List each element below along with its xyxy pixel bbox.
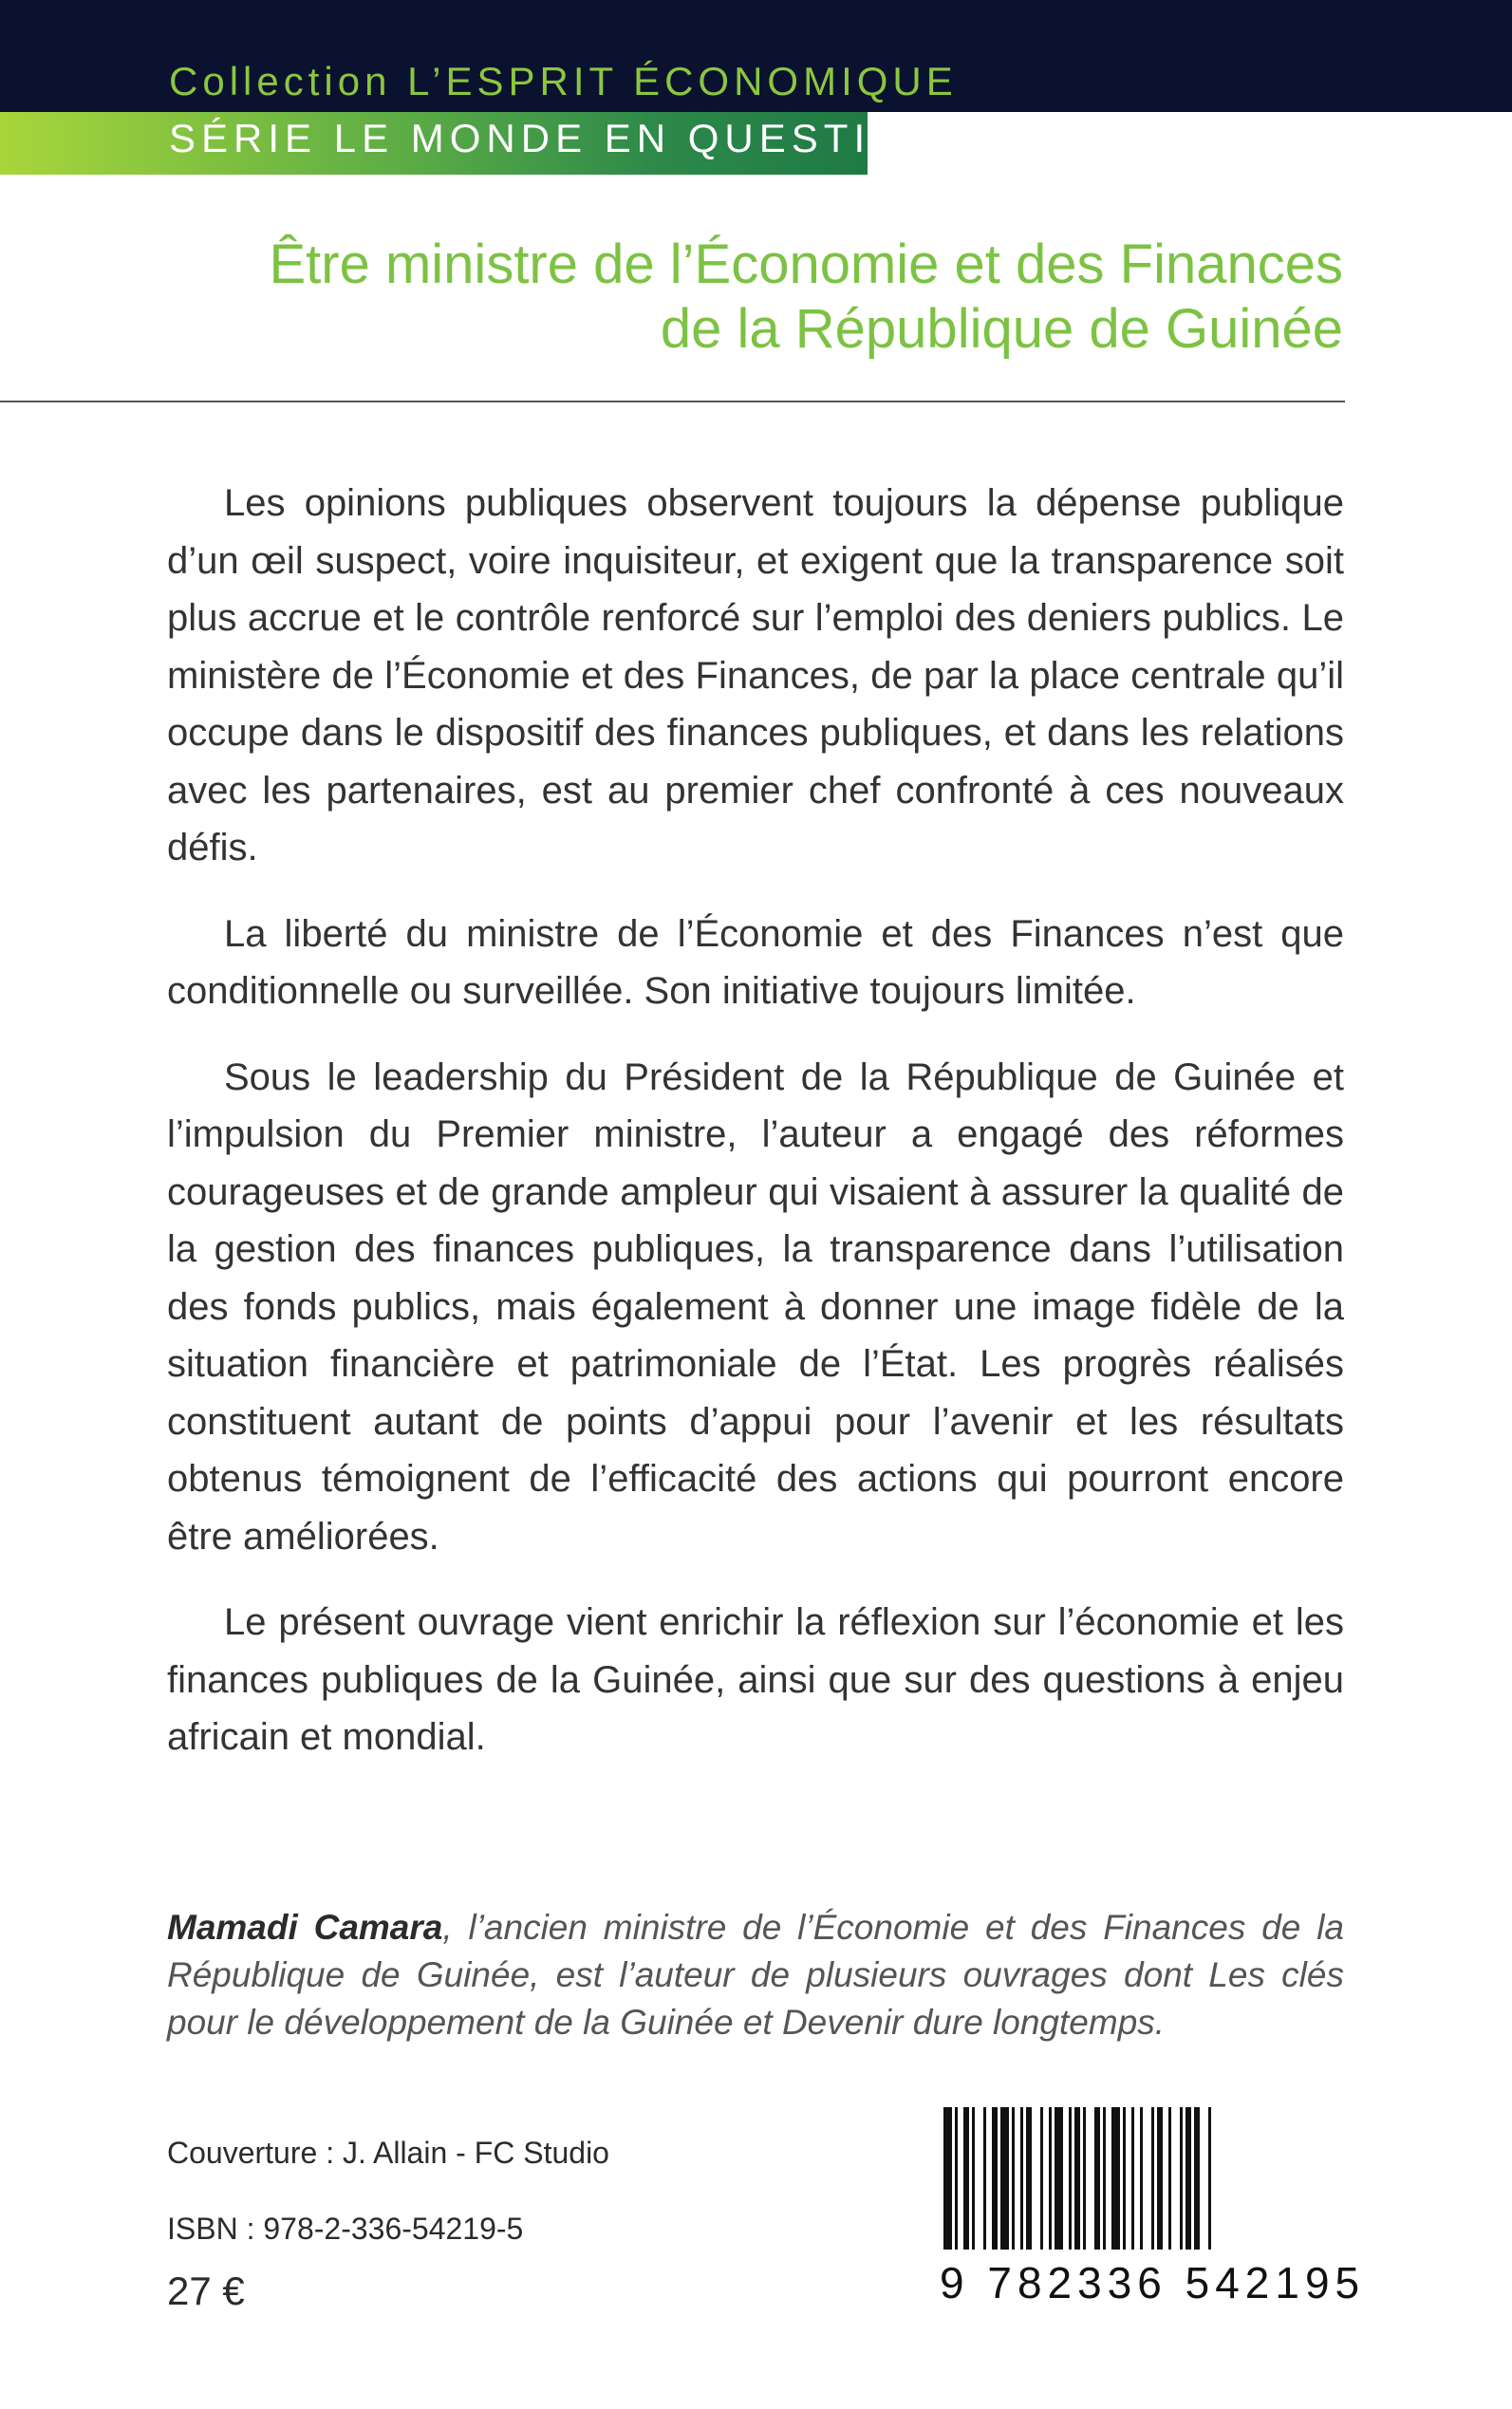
blurb-paragraph: Les opinions publiques observent toujours la dépense publique d’un œil suspect, voire inquisiteur, et exigent que la transparence soit plus accrue et le contrôle renforcé sur l’emploi des deniers publics. Le ministère de l’Économie et des Finances, de par la place centrale qu’il occupe dans le dispositif des finances publiques, et dans les relations avec les partenaires, est au premier chef confronté à ces nouveaux défis. — [167, 482, 1344, 868]
barcode-bar — [1012, 2107, 1015, 2250]
serie-label: SÉRIE LE MONDE EN QUESTION — [169, 116, 943, 160]
collection-label: Collection L’ESPRIT ÉCONOMIQUE — [169, 59, 958, 103]
barcode-bar — [972, 2107, 975, 2250]
title-divider — [0, 401, 1345, 402]
barcode-bar — [983, 2107, 986, 2250]
blurb-paragraph: Le présent ouvrage vient enrichir la réflexion sur l’économie et les finances publiques de la Guinée, ainsi que sur des questions à enjeu africain et mondial. — [167, 1601, 1344, 1758]
cover-credit: Couverture : J. Allain - FC Studio — [167, 2136, 609, 2170]
blurb-paragraph: La liberté du ministre de l’Économie et des Finances n’est que conditionnelle ou surveillée. Son initiative toujours limitée. — [167, 912, 1344, 1012]
barcode-bar — [1000, 2107, 1009, 2250]
barcode-bar — [1151, 2107, 1154, 2250]
barcode-bar — [1083, 2107, 1086, 2250]
blurb — [167, 475, 1344, 1795]
blurb-paragraph: Sous le leadership du Président de la République de Guinée et l’impulsion du Premier ministre, l’auteur a engagé des réformes courageuses et de grande ampleur qui visaient à assurer la qualité de la gestion des finances publiques, la transparence dans l’utilisation des fonds publics, mais également à donner une image fidèle de la situation financière et patrimoniale de l’État. Les progrès réalisés constituent autant de points d’appui pour l’avenir et les résultats obtenus témoignent de l’efficacité des actions qui pourront encore être améliorées. — [167, 1055, 1344, 1558]
barcode-bar — [1185, 2107, 1191, 2250]
barcode-bar — [1168, 2107, 1171, 2250]
barcode-bar — [1026, 2107, 1032, 2250]
barcode-bars — [940, 2107, 1342, 2250]
barcode-bar — [963, 2107, 969, 2250]
barcode-bar — [1123, 2107, 1126, 2250]
barcode-bar — [1157, 2107, 1163, 2250]
barcode-bar — [1020, 2107, 1023, 2250]
barcode-bar — [992, 2107, 998, 2250]
book-title-line2: de la République de Guinée — [660, 298, 1343, 360]
book-title — [109, 233, 1343, 362]
barcode-bar — [1074, 2107, 1080, 2250]
barcode-bar — [1049, 2107, 1052, 2250]
barcode-bar — [1040, 2107, 1043, 2250]
barcode-bar — [1103, 2107, 1106, 2250]
barcode-digits: 9 782336 542195 — [940, 2258, 1366, 2307]
barcode-bar — [1069, 2107, 1072, 2250]
barcode-bar — [1194, 2107, 1200, 2250]
barcode-bar — [1131, 2107, 1134, 2250]
barcode-bar — [1055, 2107, 1063, 2250]
barcode-bar — [1111, 2107, 1120, 2250]
price: 27 € — [167, 2269, 245, 2313]
barcode-bar — [943, 2107, 952, 2250]
barcode-bar — [955, 2107, 958, 2250]
author-bio — [167, 1904, 1344, 2046]
author-name: Mamadi Camara — [167, 1908, 443, 1947]
barcode-bar — [1208, 2107, 1211, 2250]
barcode-bar — [1180, 2107, 1183, 2250]
author-bio-text: , l’ancien ministre de l’Économie et des Finances de la République de Guinée, est l’auteur de plusieurs ouvrages dont Les clés pour le développement de la Guinée et Devenir dure longtemps. — [167, 1908, 1344, 2042]
barcode-bar — [1140, 2107, 1143, 2250]
book-title-line1: Être ministre de l’Économie et des Finances — [269, 233, 1343, 295]
isbn: ISBN : 978-2-336-54219-5 — [167, 2212, 524, 2246]
barcode-bar — [1094, 2107, 1100, 2250]
